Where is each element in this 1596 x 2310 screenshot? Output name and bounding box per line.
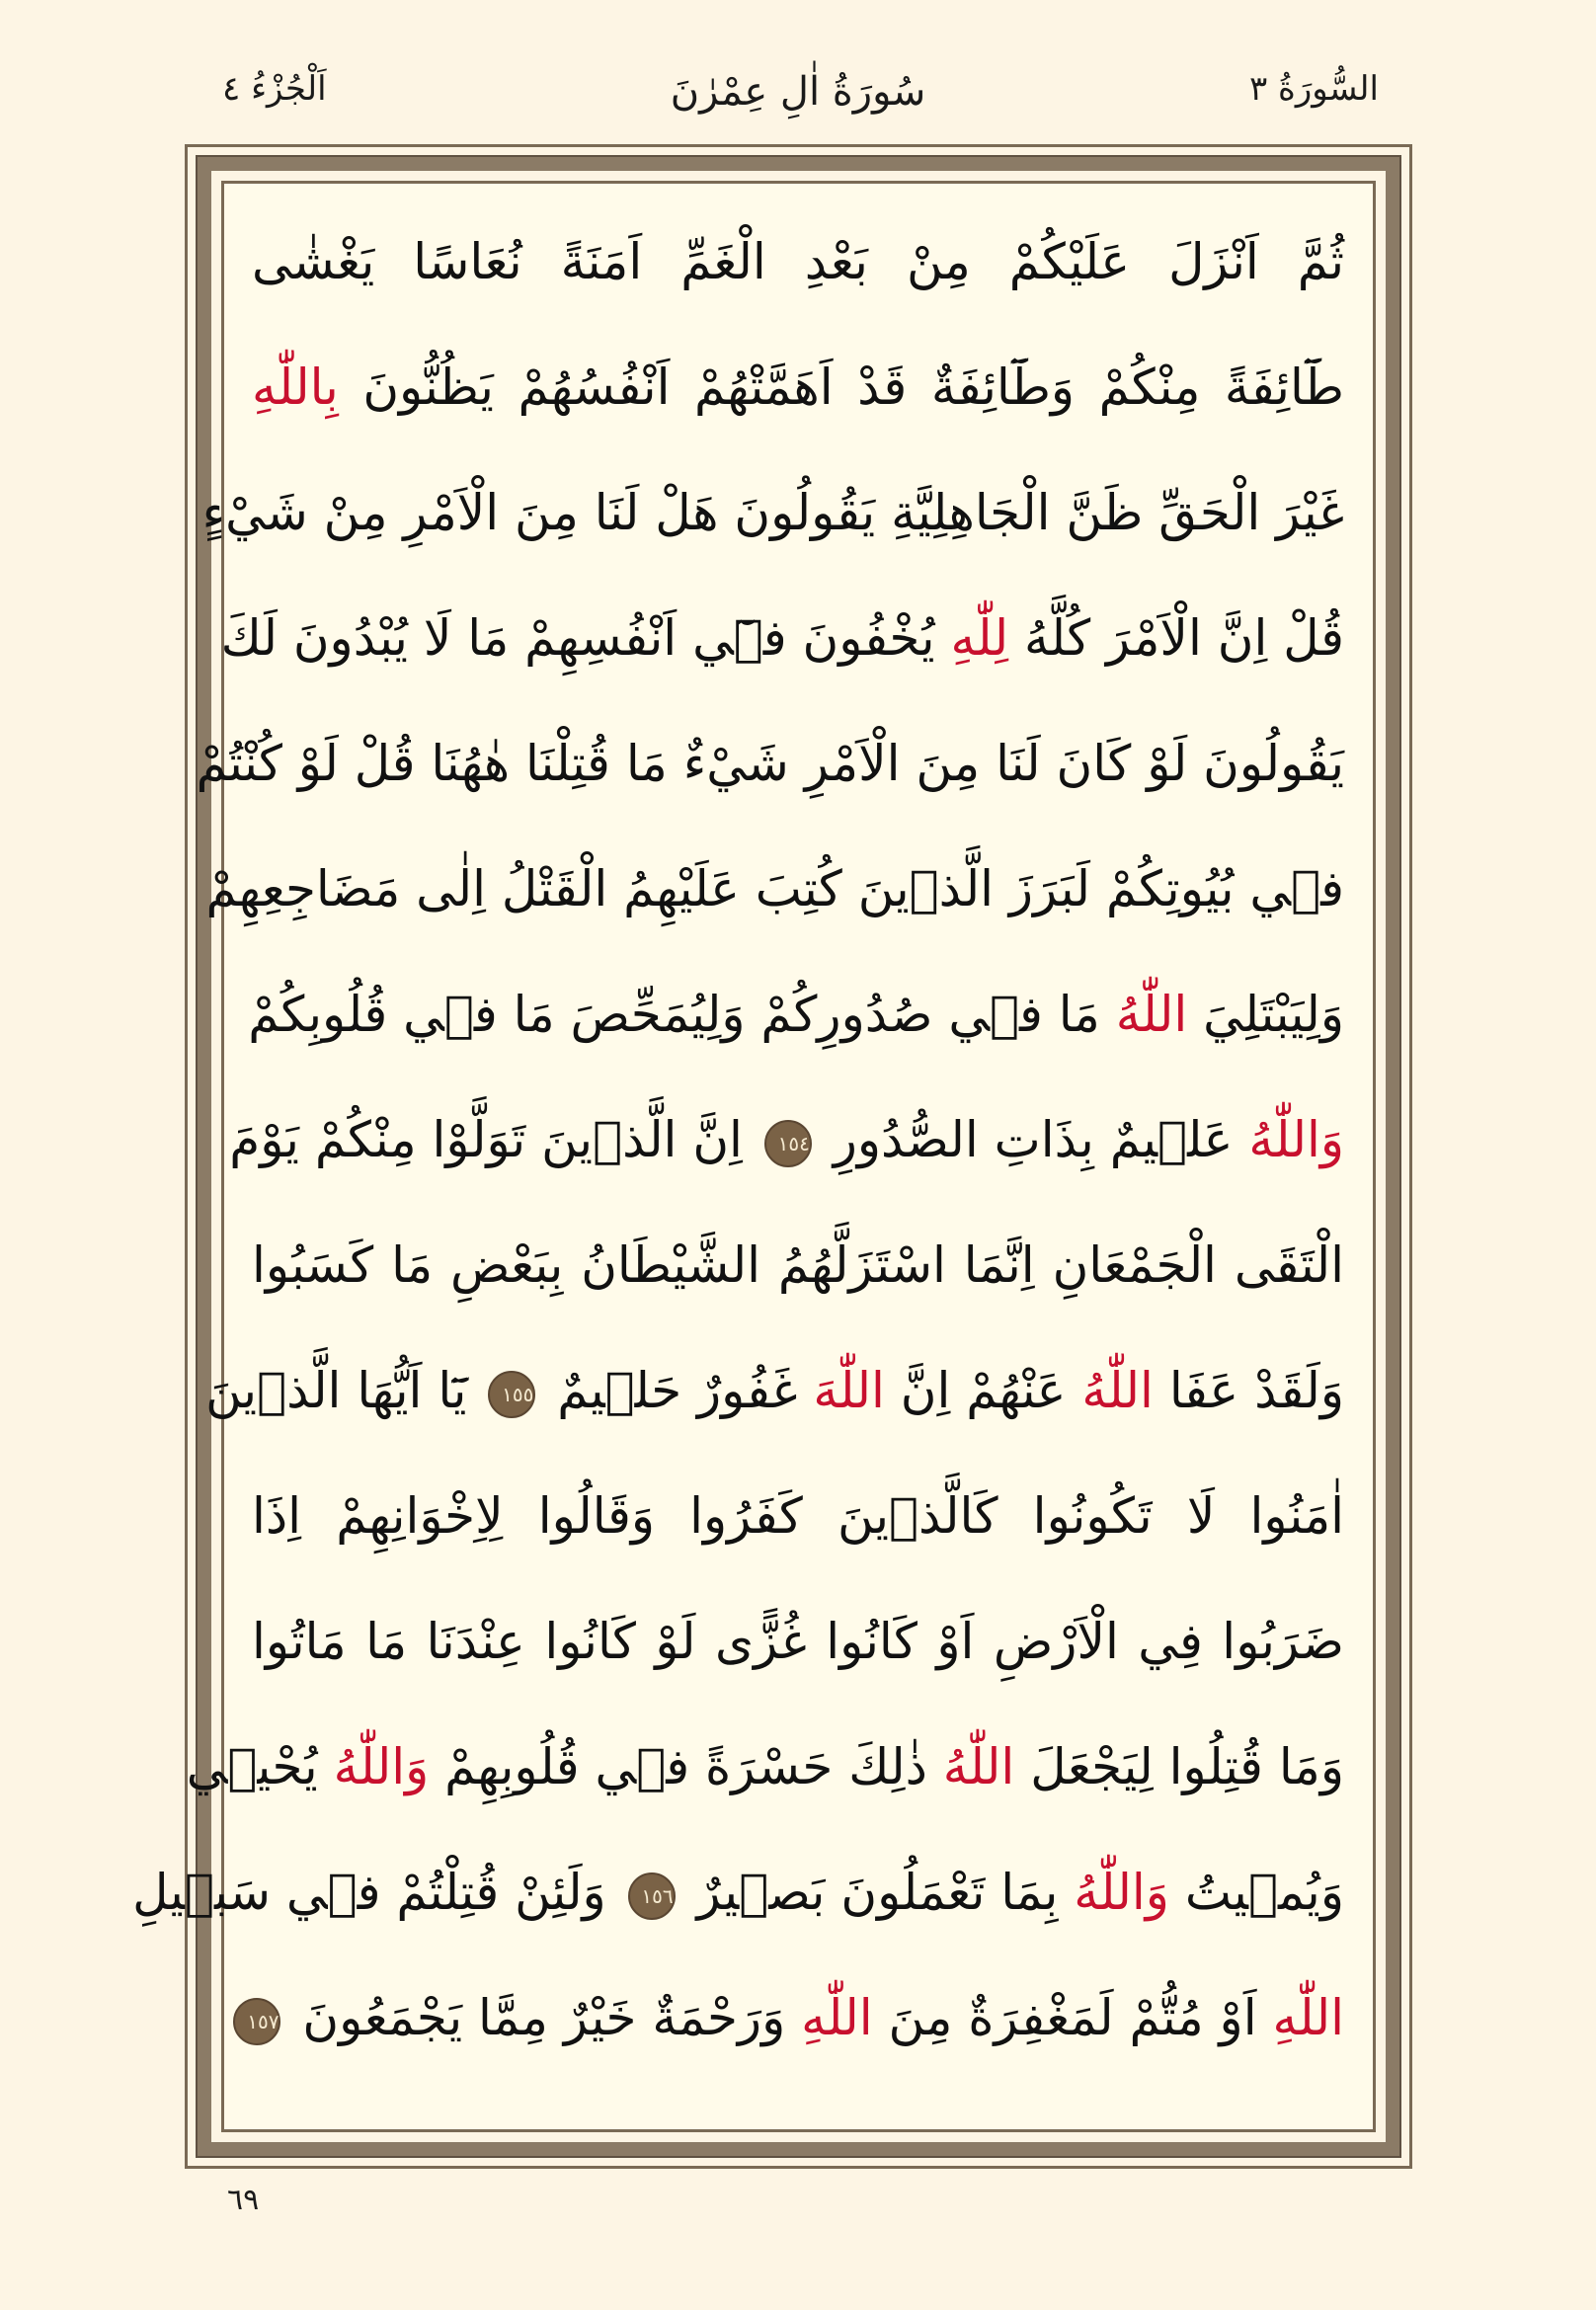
verse-text: مَا فٖي صُدُورِكُمْ وَلِيُمَحِّصَ مَا فٖي قُلُوبِكُمْ xyxy=(248,986,1100,1043)
verse-text: عَنْهُمْ اِنَّ xyxy=(900,1362,1067,1419)
verse-text: الْتَقَى الْجَمْعَانِ اِنَّمَا اسْتَزَلَّهُمُ الشَّيْطَانُ بِبَعْضِ مَا كَسَبُوا xyxy=(252,1236,1344,1294)
divine-name: اللّٰهِ xyxy=(1272,1989,1344,2046)
verse-text: قُلْ اِنَّ الْاَمْرَ كُلَّهُ xyxy=(1024,609,1344,667)
verse-line-4 xyxy=(220,584,1344,692)
ayah-marker: ١٥٥ xyxy=(488,1371,535,1418)
verse-text: اَوْ مُتُّمْ لَمَغْفِرَةٌ مِنَ xyxy=(888,1989,1257,2046)
verse-text: يَٓا اَيُّهَا الَّذٖينَ xyxy=(205,1362,467,1419)
ayah-marker: ١٥٦ xyxy=(628,1872,676,1920)
verse-text: بِمَا تَعْمَلُونَ بَصٖيرٌ xyxy=(696,1864,1059,1921)
divine-name: وَاللّٰهُ xyxy=(1248,1111,1344,1168)
juz-label: اَلْجُزْءُ ٤ xyxy=(222,69,327,109)
divine-name: بِاللّٰهِ xyxy=(252,358,339,416)
verse-line-15 xyxy=(247,1963,1344,2072)
ayah-marker: ١٥٤ xyxy=(764,1120,812,1167)
verse-text: يَقُولُونَ لَوْ كَانَ لَنَا مِنَ الْاَمْرِ شَيْءٌ مَا قُتِلْنَا هٰهُنَا قُلْ لَوْ كُنْتُمْ xyxy=(196,735,1344,792)
verse-text: عَلٖيمٌ بِذَاتِ الصُّدُورِ xyxy=(833,1111,1234,1168)
verse-text: وَيُمٖيتُ xyxy=(1184,1864,1344,1921)
verse-line-14 xyxy=(132,1838,1344,1947)
verse-text-area xyxy=(132,207,1344,2113)
verse-text: غَفُورٌ حَلٖيمٌ xyxy=(557,1362,798,1419)
verse-line-9 xyxy=(252,1211,1344,1319)
verse-text: وَلَقَدْ عَفَا xyxy=(1168,1362,1344,1419)
verse-text: طَٓائِفَةً مِنْكُمْ وَطَٓائِفَةٌ قَدْ اَهَمَّتْهُمْ اَنْفُسُهُمْ يَظُنُّونَ xyxy=(362,358,1344,416)
surah-title: سُورَةُ اٰلِ عِمْرٰنَ xyxy=(670,69,926,115)
verse-text: اٰمَنُوا لَا تَكُونُوا كَالَّذٖينَ كَفَرُوا وَقَالُوا لِاِخْوَانِهِمْ اِذَا xyxy=(252,1487,1344,1545)
verse-text: وَرَحْمَةٌ خَيْرٌ مِمَّا يَجْمَعُونَ xyxy=(302,1989,786,2046)
verse-line-5 xyxy=(196,709,1344,818)
verse-text: ذٰلِكَ حَسْرَةً فٖي قُلُوبِهِمْ xyxy=(444,1738,927,1795)
divine-name: اللّٰهِ xyxy=(801,1989,873,2046)
verse-text: ثُمَّ اَنْزَلَ عَلَيْكُمْ مِنْ بَعْدِ الْغَمِّ اَمَنَةً نُعَاسًا يَغْشٰى xyxy=(252,233,1344,290)
verse-line-6 xyxy=(205,835,1344,943)
verse-line-8 xyxy=(229,1085,1344,1194)
verse-text: فٖي بُيُوتِكُمْ لَبَرَزَ الَّذٖينَ كُتِبَ عَلَيْهِمُ الْقَتْلُ اِلٰى مَضَاجِعِهِمْ xyxy=(205,860,1344,917)
divine-name: اللّٰهَ xyxy=(813,1362,885,1419)
divine-name: وَاللّٰهُ xyxy=(333,1738,430,1795)
page-number: ٦٩ xyxy=(227,2183,260,2217)
surah-number: السُّورَةُ ٣ xyxy=(1248,69,1379,109)
ayah-marker: ١٥٧ xyxy=(233,1998,280,2045)
verse-text: ضَرَبُوا فِي الْاَرْضِ اَوْ كَانُوا غُزًّى لَوْ كَانُوا عِنْدَنَا مَا مَاتُوا xyxy=(252,1613,1344,1670)
verse-text: وَلَئِنْ قُتِلْتُمْ فٖي سَبٖيلِ xyxy=(132,1864,606,1921)
verse-line-1 xyxy=(252,207,1344,316)
verse-line-7 xyxy=(248,960,1344,1069)
verse-line-10 xyxy=(205,1336,1344,1445)
verse-text: اِنَّ الَّذٖينَ تَوَلَّوْا مِنْكُمْ يَوْمَ xyxy=(229,1111,743,1168)
divine-name: اللّٰهُ xyxy=(1115,986,1188,1043)
page-header xyxy=(0,69,1596,128)
divine-name: اللّٰهُ xyxy=(942,1738,1015,1795)
divine-name: لِلّٰهِ xyxy=(950,609,1009,667)
verse-line-2 xyxy=(252,333,1344,441)
verse-text: وَلِيَبْتَلِيَ xyxy=(1203,986,1344,1043)
verse-line-11 xyxy=(252,1462,1344,1570)
verse-line-13 xyxy=(186,1713,1344,1821)
divine-name: وَاللّٰهُ xyxy=(1074,1864,1169,1921)
verse-text: وَمَا قُتِلُوا لِيَجْعَلَ xyxy=(1030,1738,1344,1795)
verse-line-12 xyxy=(252,1587,1344,1696)
verse-text: غَيْرَ الْحَقِّ ظَنَّ الْجَاهِلِيَّةِ يَقُولُونَ هَلْ لَنَا مِنَ الْاَمْرِ مِنْ شَيْءٍ xyxy=(201,484,1344,541)
verse-text: يُحْيٖي xyxy=(186,1738,318,1795)
divine-name: اللّٰهُ xyxy=(1081,1362,1154,1419)
verse-line-3 xyxy=(201,458,1344,567)
verse-text: يُخْفُونَ فٖٓي اَنْفُسِهِمْ مَا لَا يُبْدُونَ لَكَ xyxy=(220,609,935,667)
